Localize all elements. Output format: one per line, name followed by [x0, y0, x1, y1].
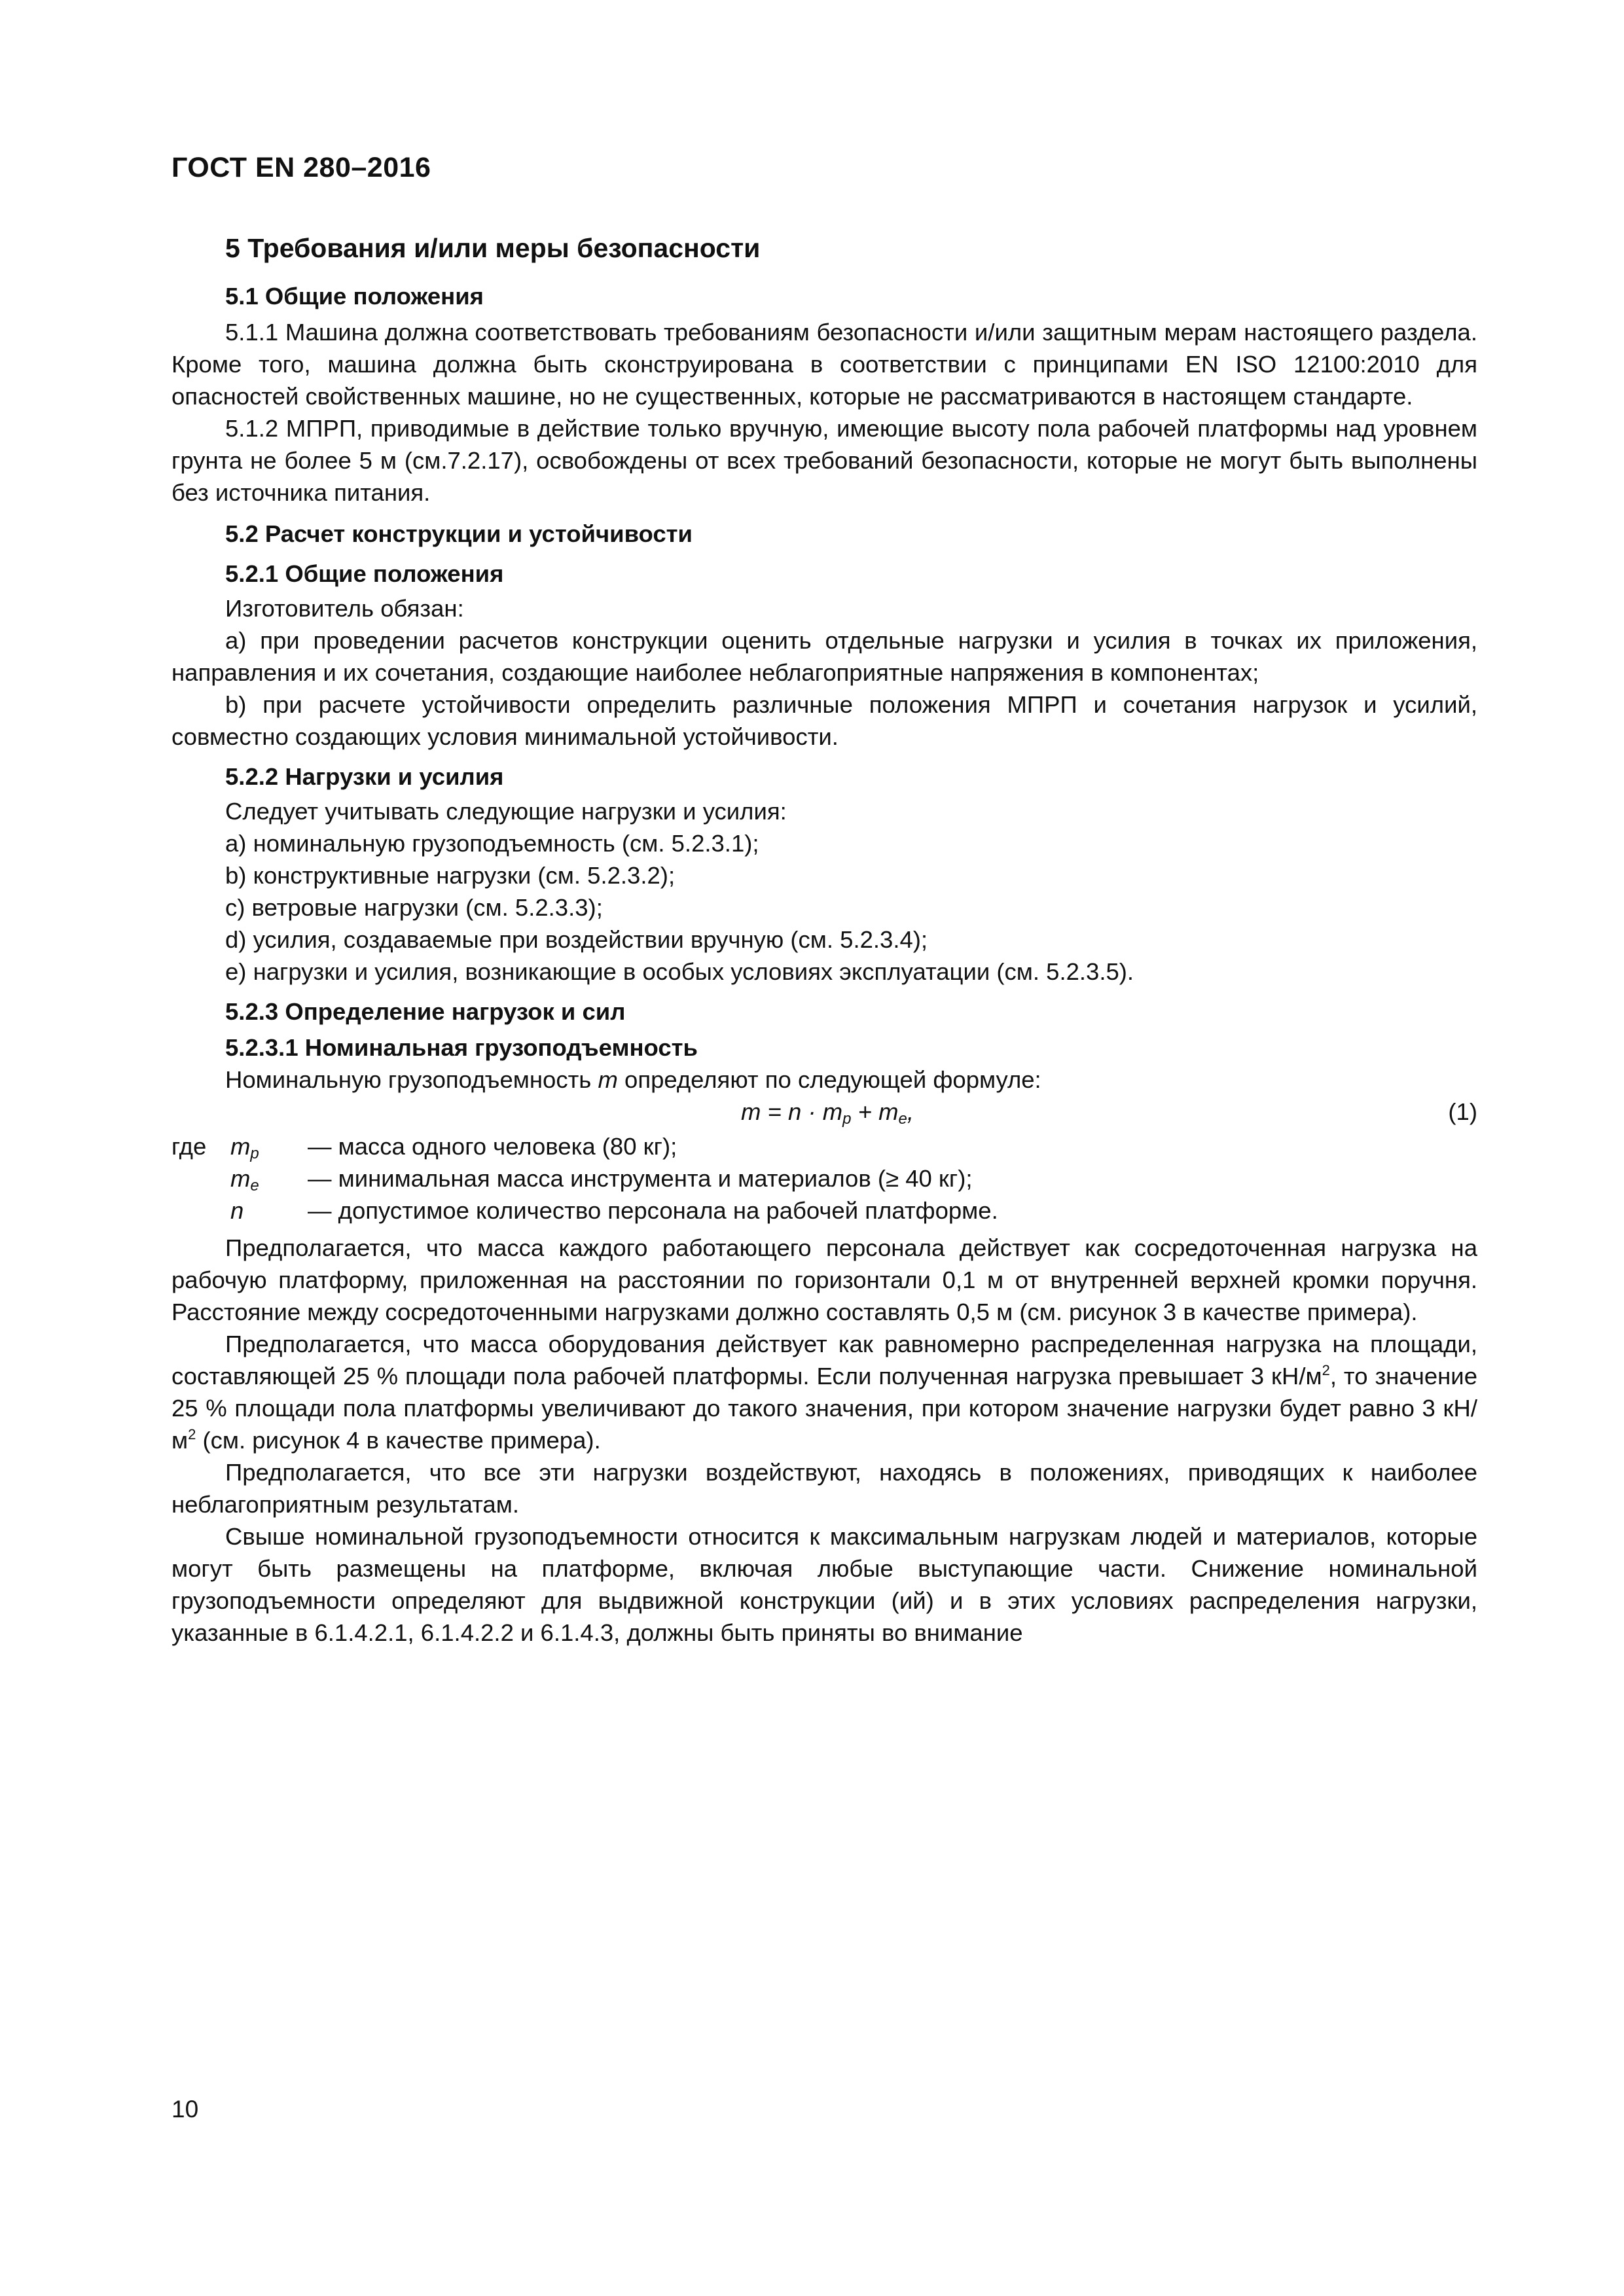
list-item: c) ветровые нагрузки (см. 5.2.3.3);	[225, 894, 603, 921]
legend-description: — масса одного человека (80 кг);	[308, 1133, 677, 1160]
section-title-5-2-3: 5.2.3 Определение нагрузок и сил	[225, 998, 626, 1025]
superscript-2: 2	[188, 1426, 196, 1443]
formula-subscript-p: p	[842, 1110, 852, 1128]
paragraph-5-1-1: 5.1.1 Машина должна соответствовать требованиям безопасности и/или защитным мерам настоящего раздела. Кроме того, машина должна быть сконструирована в соответствии с принципами EN ISO 12100:2010 для опасностей свойственных машине, но не существенных, которые не рассматриваются в настоящем стандарте.	[171, 319, 1477, 410]
paragraph-5-1-2: 5.1.2 МПРП, приводимые в действие только вручную, имеющие высоту пола рабочей платформы над уровнем грунта не более 5 м (см.7.2.17), освобождены от всех требований безопасности, которые не могут быть выполнены без источника питания.	[171, 415, 1477, 506]
formula-legend	[171, 1130, 1477, 1227]
formula-subscript-e: e	[898, 1110, 907, 1128]
paragraph-5-2-1-intro: Изготовитель обязан:	[225, 595, 464, 622]
formula-tail: ,	[907, 1098, 914, 1125]
paragraph-load-equipment-part3: (см. рисунок 4 в качестве примера).	[196, 1427, 601, 1454]
paragraph-rated-load-excess: Свыше номинальной грузоподъемности относится к максимальным нагрузкам людей и материалов, которые могут быть размещены на платформе, включая любые выступающие части. Снижение номинальной грузоподъемности определяют для выдвижной конструкции (ий) и в этих условиях распределения нагрузки, указанные в 6.1.4.2.1, 6.1.4.2.2 и 6.1.4.3, должны быть приняты во внимание	[171, 1523, 1477, 1646]
formula-number: (1)	[1448, 1098, 1477, 1125]
legend-symbol: n	[230, 1197, 244, 1224]
legend-description: — допустимое количество персонала на рабочей платформе.	[308, 1197, 998, 1224]
page-number: 10	[171, 2096, 199, 2123]
legend-where-word: где	[171, 1133, 207, 1160]
paragraph-load-personnel: Предполагается, что масса каждого работающего персонала действует как сосредоточенная нагрузка на рабочую платформу, приложенная на расстоянии по горизонтали 0,1 м от внутренней верхней кромки поручня. Расстояние между сосредоточенными нагрузками должно составлять 0,5 м (см. рисунок 3 в качестве примера).	[171, 1234, 1477, 1325]
legend-row	[171, 1194, 1477, 1227]
formula-lhs: m = n · m	[741, 1098, 843, 1125]
legend-description: — минимальная масса инструмента и материалов (≥ 40 кг);	[308, 1165, 973, 1192]
formula-intro-symbol: m	[598, 1066, 618, 1093]
list-item: a) номинальную грузоподъемность (см. 5.2.3.1);	[225, 830, 759, 857]
section-title-5-2-3-1: 5.2.3.1 Номинальная грузоподъемность	[225, 1034, 698, 1061]
legend-symbol: $m_p$	[230, 1133, 259, 1162]
section-title-5-2-2: 5.2.2 Нагрузки и усилия	[225, 763, 504, 790]
legend-row	[171, 1130, 1477, 1162]
section-title-5-2: 5.2 Расчет конструкции и устойчивости	[225, 520, 693, 547]
paragraph-5-2-1-b: b) при расчете устойчивости определить различные положения МПРП и сочетания нагрузок и усилий, совместно создающих условия минимальной устойчивости.	[171, 691, 1477, 750]
formula-row	[171, 1096, 1477, 1128]
formula-intro-before: Номинальную грузоподъемность	[225, 1066, 598, 1093]
section-title-5: 5 Требования и/или меры безопасности	[225, 233, 761, 263]
section-title-5-2-1: 5.2.1 Общие положения	[225, 560, 504, 587]
document-code-header: ГОСТ EN 280–2016	[171, 152, 431, 183]
section-title-5-1: 5.1 Общие положения	[225, 283, 484, 310]
document-body	[171, 230, 1477, 1649]
list-item: b) конструктивные нагрузки (см. 5.2.3.2);	[225, 862, 676, 889]
list-item: d) усилия, создаваемые при воздействии вручную (см. 5.2.3.4);	[225, 926, 928, 953]
paragraph-5-2-2-intro: Следует учитывать следующие нагрузки и усилия:	[225, 798, 787, 825]
formula-intro-after: определяют по следующей формуле:	[617, 1066, 1041, 1093]
formula	[741, 1096, 914, 1135]
list-item: e) нагрузки и усилия, возникающие в особых условиях эксплуатации (см. 5.2.3.5).	[225, 958, 1134, 985]
formula-intro	[225, 1064, 1477, 1096]
paragraph-load-positions: Предполагается, что все эти нагрузки воздействуют, находясь в положениях, приводящих к наиболее неблагоприятным результатам.	[171, 1459, 1477, 1518]
paragraph-load-equipment-part2: , то значение 25 % площади пола платформы увеличивают до такого значения, при котором значение нагрузки будет равно 3 кН/м	[171, 1363, 1477, 1454]
paragraph-5-2-1-a: a) при проведении расчетов конструкции оценить отдельные нагрузки и усилия в точках их приложения, направления и их сочетания, создающие наиболее неблагоприятные напряжения в компонентах;	[171, 627, 1477, 686]
formula-mid: + m	[851, 1098, 899, 1125]
legend-row	[171, 1162, 1477, 1194]
superscript-2: 2	[1322, 1362, 1330, 1378]
legend-symbol: $m_e$	[230, 1165, 259, 1194]
paragraph-load-equipment	[171, 1328, 1477, 1456]
paragraph-load-equipment-part1: Предполагается, что масса оборудования действует как равномерно распределенная нагрузка на площади, составляющей 25 % площади пола рабочей платформы. Если полученная нагрузка превышает 3 кН/м	[171, 1331, 1477, 1390]
